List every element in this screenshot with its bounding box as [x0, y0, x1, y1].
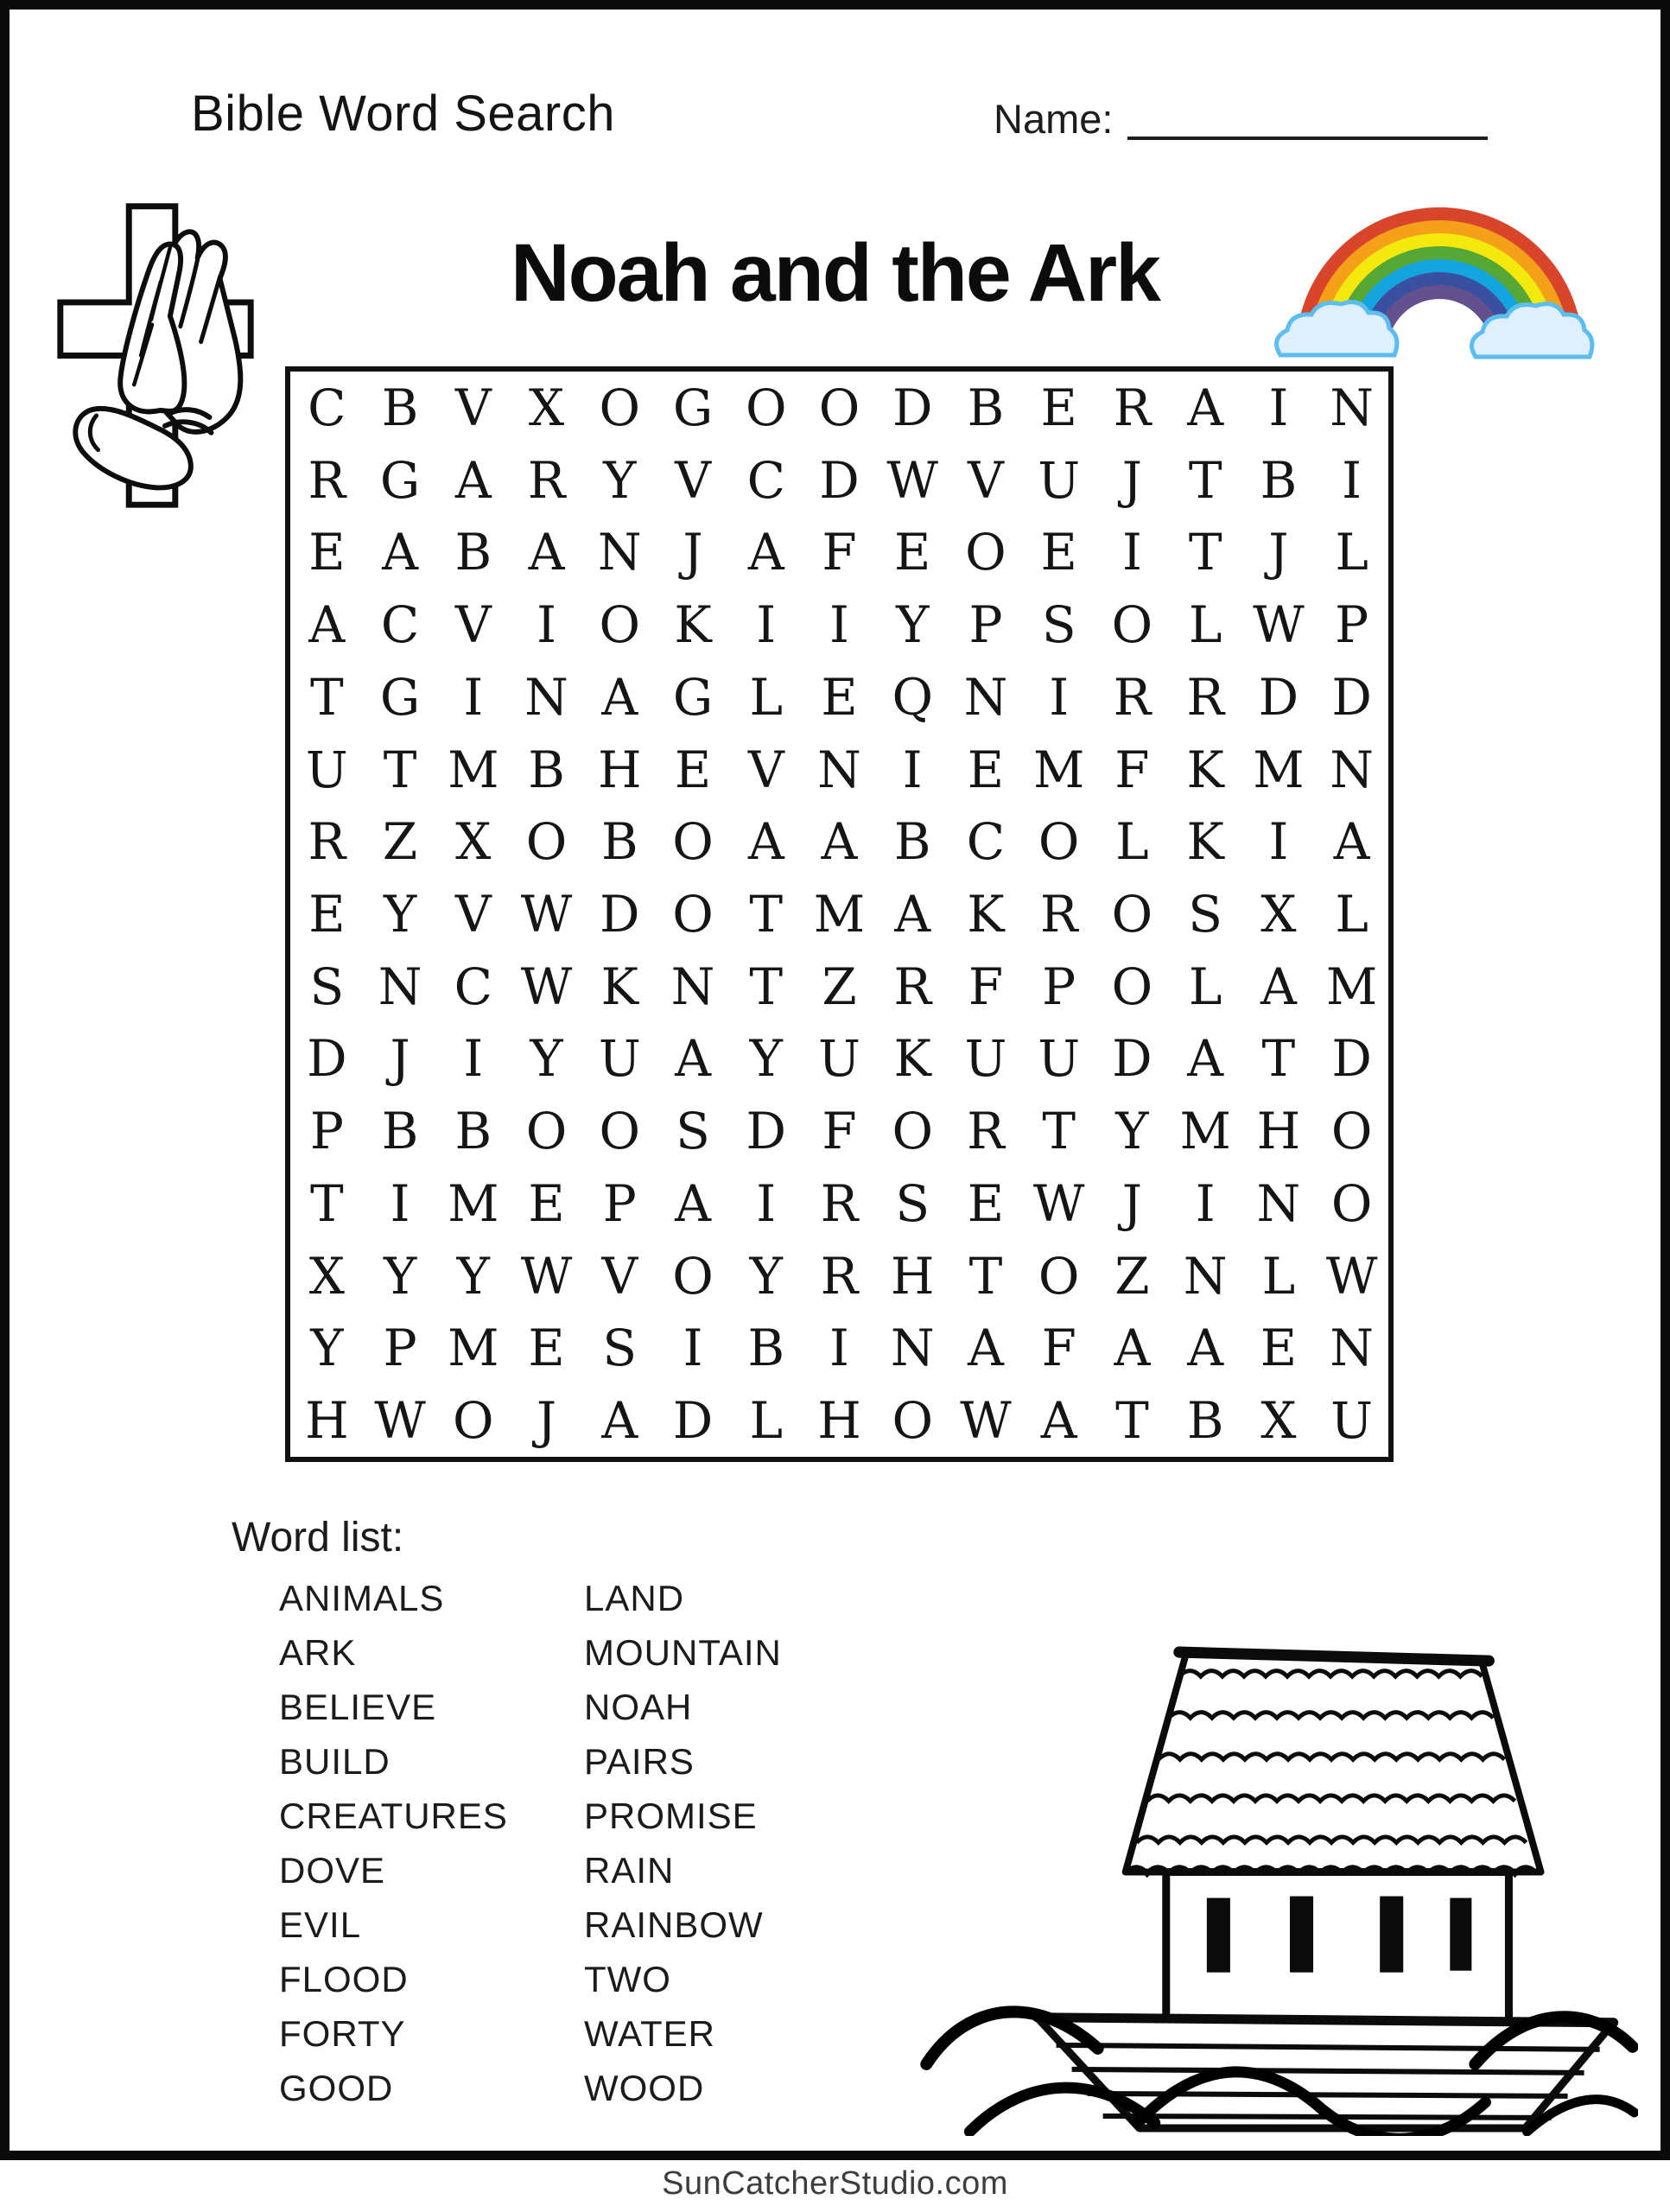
grid-letter: H: [890, 1246, 935, 1306]
grid-letter: M: [1033, 740, 1085, 799]
word-list-item: PAIRS: [584, 1741, 695, 1782]
grid-letter: J: [683, 523, 703, 582]
grid-letter: J: [1121, 450, 1143, 510]
grid-letter: U: [1038, 1029, 1081, 1089]
word-list-item: FLOOD: [279, 1959, 409, 1999]
grid-letter: W: [520, 884, 573, 944]
grid-letter: F: [1114, 740, 1150, 799]
grid-letter: O: [453, 1391, 494, 1451]
word-list-item: PROMISE: [584, 1796, 758, 1836]
grid-letter: K: [893, 1029, 931, 1089]
grid-letter: O: [892, 1102, 933, 1161]
grid-letter: K: [600, 957, 638, 1016]
grid-letter: A: [308, 595, 346, 655]
grid-letter: W: [886, 450, 939, 510]
grid-letter: L: [1335, 884, 1368, 944]
grid-letter: L: [749, 667, 784, 727]
grid-letter: Y: [530, 1029, 563, 1089]
grid-letter: U: [964, 1029, 1007, 1089]
grid-letter: N: [670, 957, 715, 1016]
grid-letter: O: [599, 1102, 641, 1161]
grid-letter: U: [305, 740, 348, 799]
grid-letter: A: [747, 523, 784, 582]
grid-letter: Y: [383, 1246, 417, 1306]
grid-letter: L: [1261, 1246, 1296, 1306]
grid-letter: E: [821, 667, 858, 727]
grid-letter: J: [1121, 1173, 1143, 1233]
grid-letter: B: [381, 378, 419, 437]
grid-letter: A: [894, 884, 931, 944]
footer-credit: SunCatcherStudio.com: [662, 2165, 1008, 2202]
grid-letter: K: [1186, 812, 1224, 872]
grid-letter: H: [305, 1391, 349, 1451]
grid-letter: R: [967, 1102, 1005, 1161]
grid-letter: Y: [749, 1029, 783, 1089]
grid-letter: A: [1040, 1391, 1077, 1451]
grid-letter: N: [1330, 1319, 1374, 1378]
grid-letter: T: [1188, 523, 1222, 582]
grid-letter: I: [829, 595, 849, 655]
grid-letter: A: [1114, 1319, 1151, 1378]
grid-letter: O: [1111, 884, 1153, 944]
grid-letter: B: [967, 378, 1005, 437]
grid-letter: N: [1183, 1246, 1228, 1306]
grid-letter: O: [672, 1246, 714, 1306]
grid-letter: N: [1330, 378, 1374, 437]
grid-letter: T: [310, 1173, 344, 1233]
page-title: Bible Word Search: [191, 86, 615, 142]
grid-letter: M: [448, 1319, 499, 1378]
grid-letter: R: [308, 450, 346, 510]
word-list-item: BUILD: [279, 1741, 391, 1782]
puzzle-title: Noah and the Ark: [511, 227, 1159, 319]
grid-letter: E: [967, 740, 1005, 799]
grid-letter: S: [1041, 595, 1076, 655]
grid-letter: W: [520, 1246, 573, 1306]
grid-letter: R: [308, 812, 346, 872]
grid-letter: O: [525, 1102, 568, 1161]
grid-letter: F: [822, 523, 857, 582]
grid-letter: U: [1038, 450, 1081, 510]
word-search-grid: [285, 366, 1394, 1462]
grid-letter: Y: [383, 884, 417, 944]
grid-letter: D: [892, 378, 933, 437]
grid-letter: V: [601, 1246, 638, 1306]
grid-letter: T: [310, 667, 344, 727]
grid-letter: L: [1115, 812, 1149, 872]
grid-letter: A: [675, 1173, 711, 1233]
word-list-item: FORTY: [279, 2013, 406, 2054]
grid-letter: G: [379, 450, 421, 510]
grid-letter: B: [1186, 1391, 1224, 1451]
grid-letter: A: [747, 812, 784, 872]
grid-letter: C: [746, 450, 785, 510]
grid-letter: N: [817, 740, 861, 799]
grid-letter: F: [1041, 1319, 1076, 1378]
grid-letter: A: [382, 523, 419, 582]
grid-letter: L: [1188, 595, 1222, 655]
grid-letter: V: [968, 450, 1004, 510]
grid-letter: S: [895, 1173, 930, 1233]
grid-letter: C: [308, 378, 346, 437]
grid-letter: A: [1187, 1029, 1224, 1089]
grid-letter: H: [1256, 1102, 1301, 1161]
grid-letter: N: [524, 667, 568, 727]
grid-letter: O: [1111, 595, 1153, 655]
grid-letter: O: [745, 378, 787, 437]
word-list-column-1: [279, 1571, 508, 2115]
grid-letter: I: [1195, 1173, 1216, 1233]
grid-letter: M: [1325, 957, 1378, 1016]
grid-letter: R: [893, 957, 932, 1016]
grid-letter: J: [536, 1391, 557, 1451]
ark-illustration: [919, 1621, 1638, 2140]
grid-letter: I: [756, 595, 777, 655]
grid-letter: V: [675, 450, 711, 510]
grid-letter: E: [528, 1173, 565, 1233]
word-list-item: EVIL: [279, 1904, 362, 1945]
grid-letter: M: [1253, 740, 1305, 799]
grid-letter: Z: [1114, 1246, 1150, 1306]
grid-letter: O: [1330, 1173, 1373, 1233]
grid-letter: O: [965, 523, 1006, 582]
grid-letter: O: [525, 812, 568, 872]
grid-letter: N: [890, 1319, 935, 1378]
grid-letter: R: [820, 1173, 859, 1233]
grid-letter: I: [1268, 812, 1289, 872]
grid-letter: N: [597, 523, 642, 582]
grid-letter: Y: [896, 595, 930, 655]
grid-letter: D: [746, 1102, 787, 1161]
grid-letter: Z: [822, 957, 857, 1016]
grid-letter: D: [1331, 1029, 1372, 1089]
grid-letter: L: [1188, 957, 1222, 1016]
grid-letter: I: [463, 667, 484, 727]
word-list-item: WATER: [584, 2013, 715, 2054]
grid-letter: N: [378, 957, 422, 1016]
name-blank-line: [1127, 102, 1488, 140]
grid-letter: U: [598, 1029, 641, 1089]
word-list-label: Word list:: [232, 1515, 404, 1560]
grid-letter: F: [822, 1102, 857, 1161]
grid-letter: O: [892, 1391, 933, 1451]
grid-letter: H: [817, 1391, 861, 1451]
grid-letter: O: [1038, 1246, 1080, 1306]
grid-letter: Y: [749, 1246, 783, 1306]
name-label: Name:: [994, 96, 1114, 142]
ark-window: [1380, 1897, 1403, 1973]
grid-letter: I: [1049, 667, 1070, 727]
grid-letter: A: [528, 523, 565, 582]
grid-letter: V: [747, 740, 784, 799]
grid-letter: H: [597, 740, 642, 799]
grid-letter: R: [820, 1246, 859, 1306]
grid-letter: W: [1032, 1173, 1085, 1233]
grid-letter: E: [308, 523, 346, 582]
grid-letter: B: [747, 1319, 785, 1378]
grid-letter: D: [1258, 667, 1299, 727]
grid-letter: G: [379, 667, 421, 727]
grid-letter: I: [902, 740, 923, 799]
grid-letter: R: [1039, 884, 1078, 944]
grid-letter: P: [309, 1102, 344, 1161]
ark-window: [1207, 1898, 1230, 1973]
grid-letter: A: [454, 450, 492, 510]
grid-letter: O: [599, 378, 641, 437]
grid-letter: R: [1113, 378, 1152, 437]
word-list-item: RAIN: [584, 1850, 675, 1891]
grid-letter: O: [818, 378, 860, 437]
grid-letter: N: [1256, 1173, 1301, 1233]
grid-letter: K: [1186, 740, 1224, 799]
grid-letter: P: [383, 1319, 417, 1378]
grid-letter: C: [966, 812, 1006, 872]
grid-letter: A: [601, 1391, 638, 1451]
grid-letter: E: [1040, 523, 1077, 582]
word-list-item: TWO: [584, 1959, 671, 1999]
grid-letter: B: [454, 523, 492, 582]
grid-letter: I: [463, 1029, 484, 1089]
grid-letter: A: [1333, 812, 1370, 872]
grid-letter: C: [454, 957, 493, 1016]
grid-letter: E: [894, 523, 931, 582]
grid-letter: X: [1260, 884, 1297, 944]
grid-letter: P: [968, 595, 1003, 655]
grid-letter: A: [1260, 957, 1297, 1016]
grid-letter: J: [390, 1029, 410, 1089]
grid-letter: N: [1330, 740, 1374, 799]
word-list-item: CREATURES: [279, 1796, 508, 1836]
grid-letter: E: [1040, 378, 1077, 437]
grid-letter: P: [1335, 595, 1369, 655]
grid-letter: K: [967, 884, 1005, 944]
grid-letter: M: [1179, 1102, 1231, 1161]
grid-letter: B: [893, 812, 931, 872]
grid-letter: E: [1260, 1319, 1298, 1378]
grid-letter: I: [756, 1173, 777, 1233]
grid-letter: I: [829, 1319, 849, 1378]
grid-letter: T: [1261, 1029, 1296, 1089]
grid-letter: B: [454, 1102, 492, 1161]
word-list-item: ARK: [279, 1632, 357, 1673]
ark-window: [1290, 1897, 1313, 1973]
grid-letter: I: [683, 1319, 703, 1378]
grid-letter: W: [1253, 595, 1305, 655]
word-list-item: MOUNTAIN: [584, 1632, 782, 1673]
grid-letter: U: [818, 1029, 860, 1089]
word-list-item: LAND: [584, 1578, 685, 1618]
grid-letter: O: [672, 884, 714, 944]
grid-letter: Z: [382, 812, 418, 872]
grid-letter: W: [374, 1391, 426, 1451]
noahs-ark-icon: [919, 1621, 1638, 2136]
grid-letter: X: [455, 812, 492, 872]
grid-letter: K: [674, 595, 712, 655]
word-list-item: ANIMALS: [279, 1578, 445, 1618]
grid-letter: O: [1330, 1102, 1373, 1161]
grid-letter: E: [967, 1173, 1005, 1233]
grid-letter: D: [672, 1391, 714, 1451]
grid-letter: W: [1325, 1246, 1378, 1306]
word-list-item: BELIEVE: [279, 1687, 437, 1727]
grid-letter: E: [528, 1319, 565, 1378]
grid-letter: E: [674, 740, 712, 799]
grid-letter: M: [448, 740, 499, 799]
grid-letter: E: [308, 884, 346, 944]
grid-letter: T: [1115, 1391, 1149, 1451]
hull-plank-line: [1072, 2069, 1584, 2073]
rainbow-illustration: [1267, 176, 1612, 366]
grid-letter: I: [1342, 450, 1362, 510]
grid-letter: S: [602, 1319, 638, 1378]
grid-letter: A: [675, 1029, 711, 1089]
grid-letter: L: [749, 1391, 784, 1451]
grid-letter: A: [1187, 378, 1224, 437]
grid-letter: A: [821, 812, 858, 872]
word-list-item: GOOD: [279, 2068, 394, 2108]
grid-letter: A: [968, 1319, 1004, 1378]
grid-letter: T: [968, 1246, 1003, 1306]
grid-letter: D: [1112, 1029, 1152, 1089]
grid-letter: J: [1268, 523, 1289, 582]
grid-letter: S: [676, 1102, 710, 1161]
grid-letter: O: [599, 595, 641, 655]
grid-letter: T: [383, 740, 417, 799]
grid-letter: I: [537, 595, 557, 655]
grid-letter: M: [448, 1173, 499, 1233]
grid-letter: S: [309, 957, 345, 1016]
grid-letter: O: [1038, 812, 1080, 872]
grid-letter: F: [968, 957, 1004, 1016]
grid-letter: I: [390, 1173, 410, 1233]
ark-window: [1450, 1898, 1471, 1971]
grid-letter: D: [1331, 667, 1372, 727]
word-list-item: WOOD: [584, 2068, 705, 2108]
grid-letter: B: [1260, 450, 1298, 510]
grid-letter: W: [960, 1391, 1012, 1451]
grid-letter: G: [672, 667, 714, 727]
grid-letter: T: [749, 957, 784, 1016]
grid-letter: V: [454, 378, 492, 437]
word-list-item: NOAH: [584, 1687, 693, 1727]
grid-letter: T: [749, 884, 784, 944]
grid-letter: B: [528, 740, 565, 799]
word-list-column-2: [584, 1571, 782, 2115]
grid-letter: B: [600, 812, 638, 872]
grid-letter: L: [1335, 523, 1368, 582]
grid-letter: N: [963, 667, 1008, 727]
grid-letter: A: [601, 667, 638, 727]
grid-letter: V: [454, 884, 492, 944]
grid-letter: P: [1042, 957, 1076, 1016]
grid-letter: Y: [310, 1319, 344, 1378]
grid-letter: X: [1260, 1391, 1297, 1451]
word-list-item: DOVE: [279, 1850, 386, 1891]
grid-letter: D: [307, 1029, 347, 1089]
grid-letter: P: [602, 1173, 637, 1233]
grid-letter: R: [1186, 667, 1224, 727]
grid-letter: R: [1113, 667, 1152, 727]
grid-letter: G: [672, 378, 714, 437]
grid-letter: Y: [456, 1246, 490, 1306]
grid-letter: X: [528, 378, 565, 437]
grid-letter: T: [1042, 1102, 1076, 1161]
grid-letter: Q: [892, 667, 933, 727]
grid-letter: I: [1121, 523, 1142, 582]
grid-letter: S: [1188, 884, 1223, 944]
grid-letter: C: [380, 595, 420, 655]
grid-letter: A: [1187, 1319, 1224, 1378]
grid-letter: I: [1268, 378, 1289, 437]
grid-letter: B: [381, 1102, 419, 1161]
grid-letter: R: [527, 450, 566, 510]
grid-letter: M: [813, 884, 866, 944]
grid-letter: W: [520, 957, 573, 1016]
grid-letter: X: [308, 1246, 345, 1306]
grid-letter: O: [1111, 957, 1153, 1016]
grid-letter: V: [454, 595, 492, 655]
grid-letter: D: [819, 450, 860, 510]
grid-letter: D: [600, 884, 640, 944]
grid-letter: O: [672, 812, 714, 872]
word-list-item: RAINBOW: [584, 1904, 764, 1945]
grid-letter: Y: [1115, 1102, 1149, 1161]
rainbow-clouds-icon: [1267, 176, 1612, 362]
grid-letter: Y: [603, 450, 637, 510]
grid-letter: T: [1188, 450, 1222, 510]
grid-letter: U: [1330, 1391, 1374, 1451]
